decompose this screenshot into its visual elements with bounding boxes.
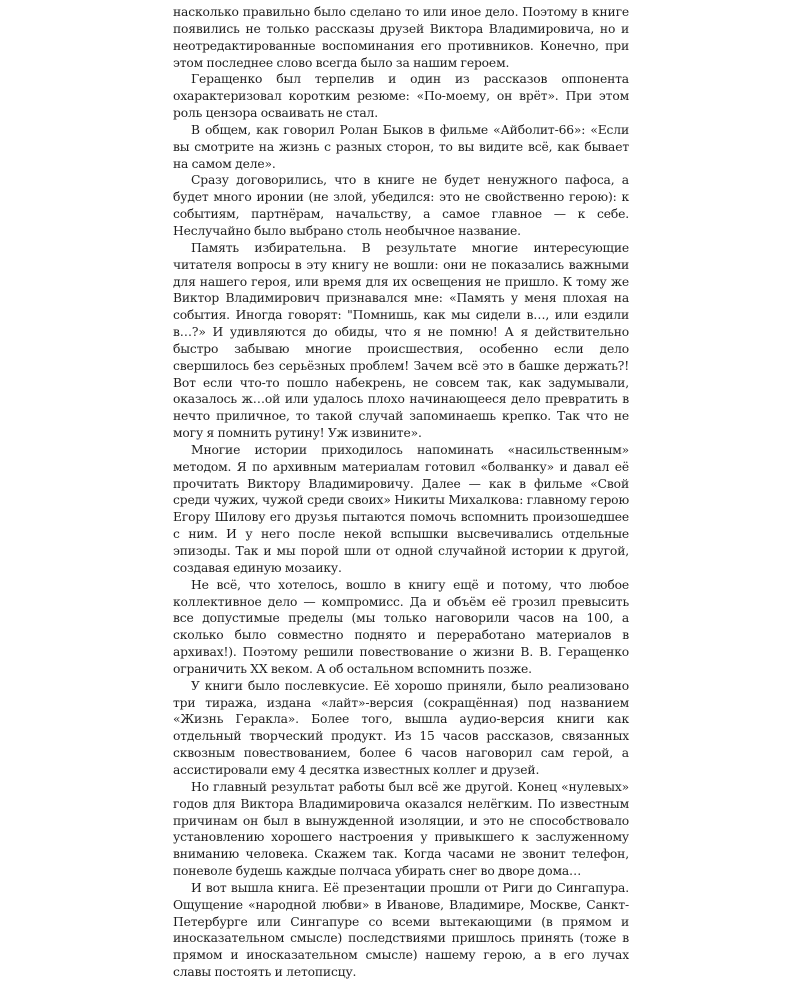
paragraph: насколько правильно было сделано то или иное дело. Поэтому в книге появились не только рассказы друзей Виктора Владимировича, но и неотредактированные воспоминания его противников. Конечно, при этом последнее слово всегда было за нашим героем.: [173, 5, 629, 70]
paragraph: И вот вышла книга. Её презентации прошли от Риги до Сингапура. Ощущение «народной любви» в Иванове, Владимире, Москве, Санкт-Петербурге или Сингапуре со всеми вытекающими (в прямом и иносказательном смысле) последствиями пришлось принять (тоже в прямом и иносказательном смысле) нашему герою, а в его лучах славы постоять и летописцу.: [173, 880, 629, 980]
paragraph: Геращенко был терпелив и один из рассказов оппонента охарактеризовал коротким резюме: «По-моему, он врёт». При этом роль цензора осваивать не стал.: [173, 72, 629, 121]
paragraph: Не всё, что хотелось, вошло в книгу ещё и потому, что любое коллективное дело — компромисс. Да и объём её грозил превысить все допустимые пределы (мы только наговорили часов на 100, а сколько было совместно поднято и переработано материалов в архивах!). Поэтому решили повествование о жизни В. В. Геращенко ограничить XX веком. А об остальном вспомнить позже.: [173, 577, 629, 676]
paragraph: Многие истории приходилось напоминать «насильственным» методом. Я по архивным материалам готовил «болванку» и давал её прочитать Виктору Владимировичу. Далее — как в фильме «Свой среди чужих, чужой среди своих» Никиты Михалкова: главному герою Егору Шилову его друзья пытаются помочь вспомнить произошедшее с ним. И у него после некой вспышки высвечивались отдельные эпизоды. Так и мы порой шли от одной случайной истории к другой, создавая единую мозаику.: [173, 442, 629, 575]
paragraph: Сразу договорились, что в книге не будет ненужного пафоса, а будет много иронии (не злой, убедился: это не свойственно герою): к событиям, партнёрам, начальству, а самое главное — к себе. Неслучайно было выбрано столь необычное название.: [173, 173, 629, 238]
paragraph: У книги было послевкусие. Её хорошо приняли, было реализовано три тиража, издана «лайт»-версия (сокращённая) под названием «Жизнь Геракла». Более того, вышла аудио-версия книги как отдельный творческий продукт. Из 15 часов рассказов, связанных сквозным повествованием, более 6 часов наговорил сам герой, а ассистировали ему 4 десятка известных коллег и друзей.: [173, 678, 629, 777]
paragraph: В общем, как говорил Ролан Быков в фильме «Айболит-66»: «Если вы смотрите на жизнь с разных сторон, то вы видите всё, как бывает на самом деле».: [173, 122, 629, 171]
paragraph: Но главный результат работы был всё же другой. Конец «нулевых» годов для Виктора Владимировича оказался нелёгким. По известным причинам он был в вынужденной изоляции, и это не способствовало установлению хорошего настроения у привыкшего к заслуженному вниманию человека. Скажем так. Когда часами не звонит телефон, поневоле будешь каждые полчаса убирать снег во дворе дома…: [173, 779, 629, 879]
paragraph: Память избирательна. В результате многие интересующие читателя вопросы в эту книгу не вошли: они не показались важными для нашего героя, или время для их освещения не пришло. К тому же Виктор Владимирович признавался мне: «Память у меня плохая на события. Иногда говорят: "Помнишь, как мы сидели в…, или ездили в…?» И удивляются до обиды, что я не помню! А я действительно быстро забываю многие происшествия, особенно если дело свершилось без серьёзных проблем! Зачем всё это в башке держать?! Вот если что-то пошло набекрень, не совсем так, как задумывали, оказалось ж…ой или удалось плохо начинающееся дело превратить в нечто приличное, то такой случай запоминаешь крепко. Так что не могу я помнить рутину! Уж извините».: [173, 240, 629, 441]
body-text: [173, 4, 629, 981]
